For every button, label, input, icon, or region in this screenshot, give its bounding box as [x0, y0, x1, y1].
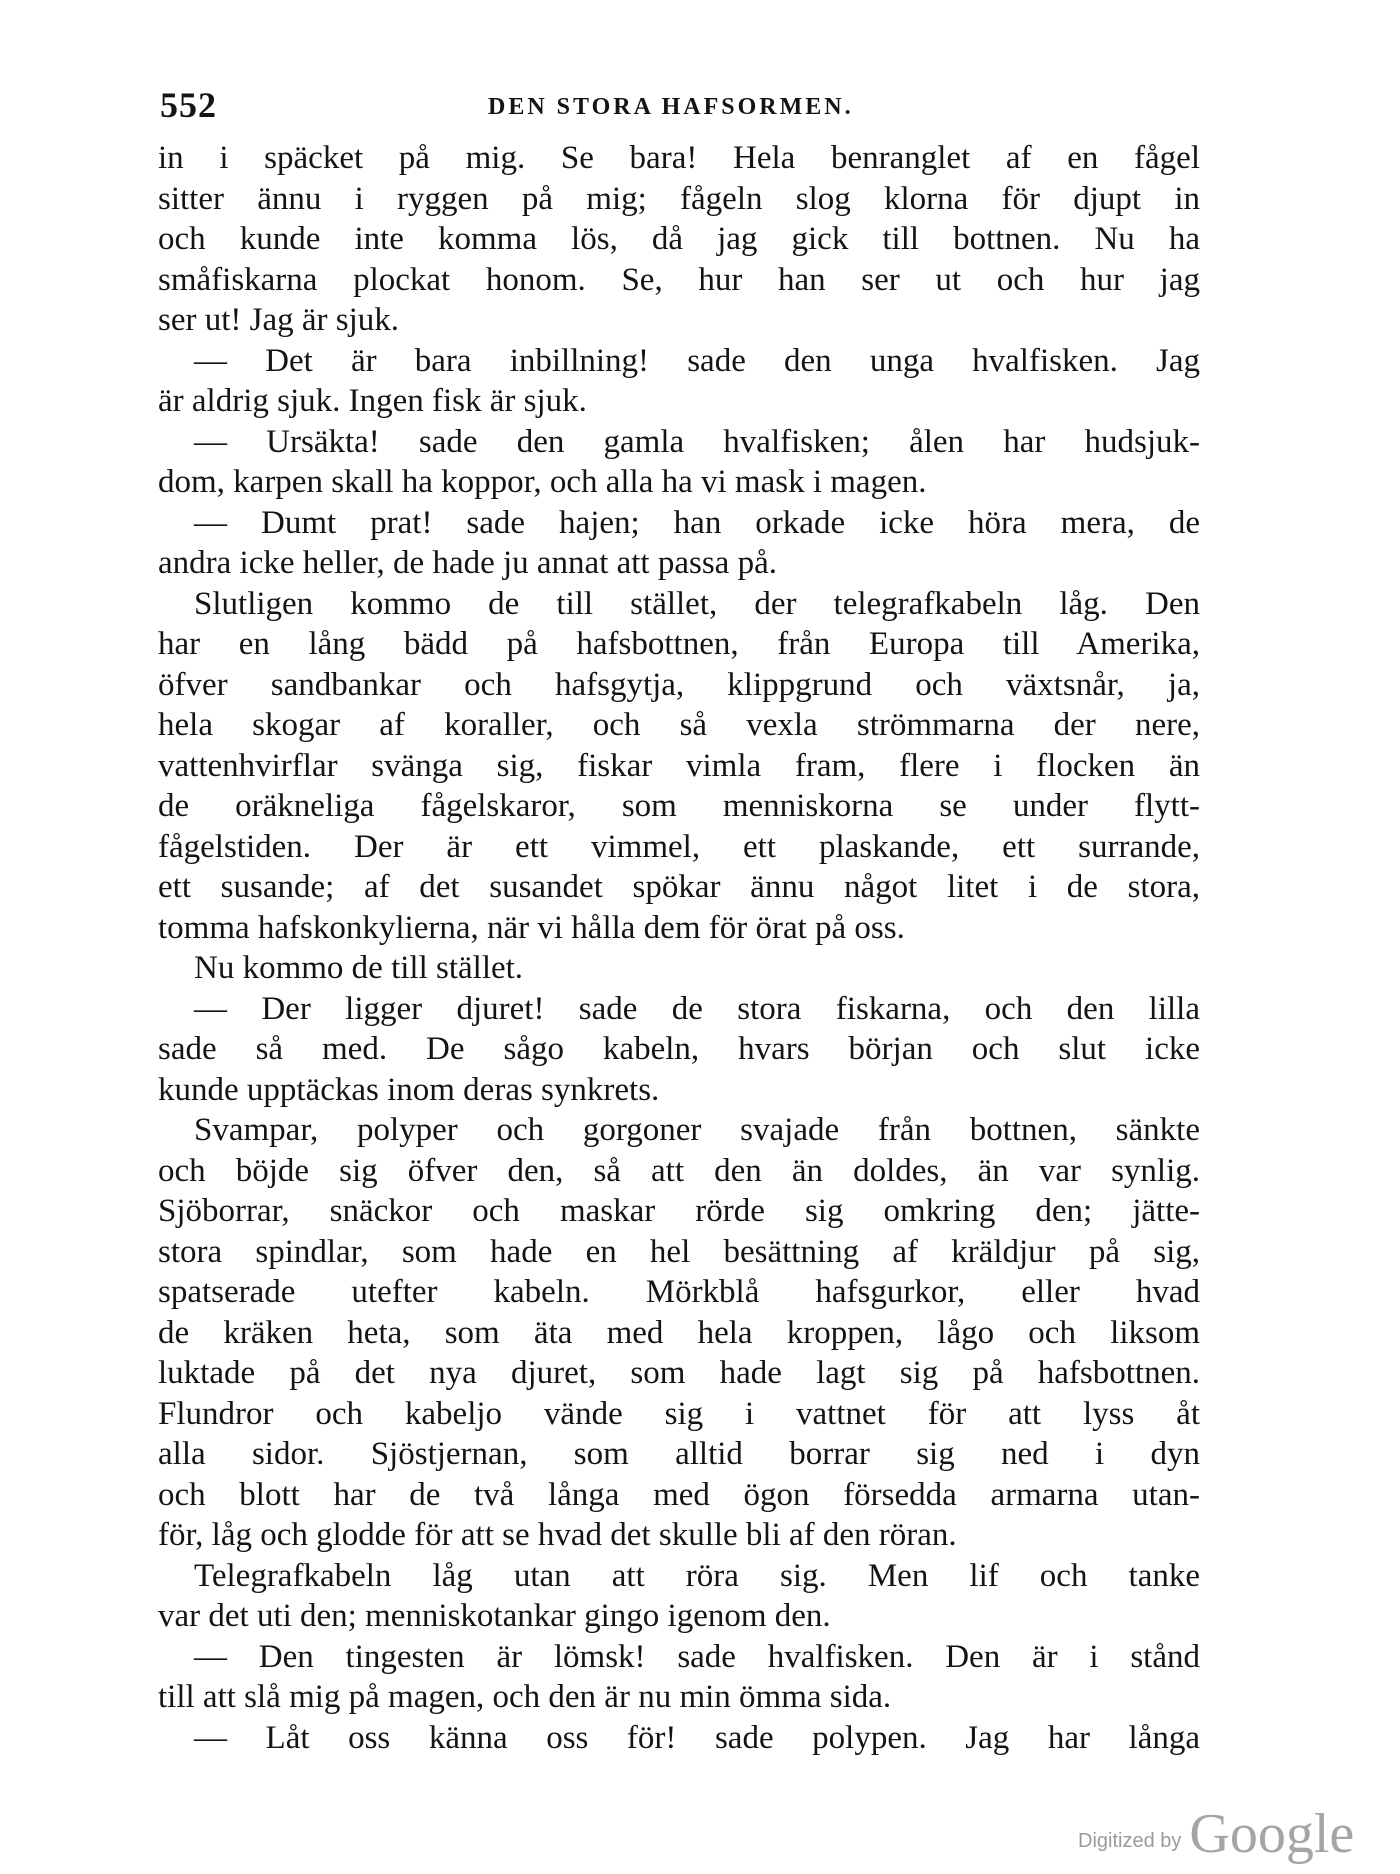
text-line: stora spindlar, som hade en hel besättning af kräldjur på sig, [158, 1233, 1200, 1270]
text-line: öfver sandbankar och hafsgytja, klippgrund och växtsnår, ja, [158, 666, 1200, 703]
text-line: spatserade utefter kabeln. Mörkblå hafsgurkor, eller hvad [158, 1274, 1200, 1310]
text-line: och kunde inte komma lös, då jag gick till bottnen. Nu ha [158, 221, 1200, 257]
text-line: andra icke heller, de hade ju annat att passa på. [158, 545, 777, 581]
text-line: Telegrafkabeln låg utan att röra sig. Men lif och tanke [194, 1557, 1200, 1594]
text-line: fågelstiden. Der är ett vimmel, ett plaskande, ett surrande, [158, 828, 1200, 865]
text-line: in i späcket på mig. Se bara! Hela benranglet af en fågel [158, 140, 1200, 176]
text-line: dom, karpen skall ha koppor, och alla ha vi mask i magen. [158, 464, 927, 500]
text-line: och böjde sig öfver den, så att den än doldes, än var synlig. [158, 1152, 1200, 1189]
text-line: kunde upptäckas inom deras synkrets. [158, 1071, 660, 1108]
text-line: — Der ligger djuret! sade de stora fiskarna, och den lilla [194, 990, 1200, 1027]
text-line: för, låg och glodde för att se hvad det skulle bli af den röran. [158, 1517, 957, 1553]
text-line: är aldrig sjuk. Ingen fisk är sjuk. [158, 383, 587, 419]
text-line: Sjöborrar, snäckor och maskar rörde sig omkring den; jätte- [158, 1193, 1200, 1229]
page-number: 552 [160, 85, 217, 125]
text-line: Flundror och kabeljo vände sig i vattnet för att lyss åt [158, 1395, 1200, 1432]
google-logo: Google [1189, 1803, 1355, 1865]
text-line: vattenhvirflar svänga sig, fiskar vimla fram, flere i flocken än [158, 747, 1200, 784]
text-line: ser ut! Jag är sjuk. [158, 302, 400, 338]
text-line: de oräkneliga fågelskaror, som menniskorna se under flytt- [158, 788, 1200, 824]
text-line: — Ursäkta! sade den gamla hvalfisken; ålen har hudsjuk- [194, 423, 1200, 460]
text-line: till att slå mig på magen, och den är nu min ömma sida. [158, 1679, 892, 1715]
watermark-label: Digitized by [1078, 1830, 1182, 1852]
text-line: alla sidor. Sjöstjernan, som alltid borrar sig ned i dyn [158, 1436, 1200, 1472]
text-line: luktade på det nya djuret, som hade lagt sig på hafsbottnen. [158, 1355, 1200, 1391]
text-line: — Det är bara inbillning! sade den unga hvalfisken. Jag [194, 342, 1200, 379]
text-line: de kräken heta, som äta med hela kroppen, lågo och liksom [158, 1314, 1200, 1351]
body-text [158, 138, 1200, 1758]
text-line: småfiskarna plockat honom. Se, hur han ser ut och hur jag [158, 261, 1200, 298]
text-line: — Den tingesten är lömsk! sade hvalfisken. Den är i stånd [194, 1638, 1200, 1675]
page-header [160, 84, 1200, 128]
running-title: DEN STORA HAFSORMEN. [488, 94, 854, 120]
text-line: Slutligen kommo de till stället, der telegrafkabeln låg. Den [194, 585, 1200, 622]
text-line: Nu kommo de till stället. [194, 950, 524, 986]
text-line: ett susande; af det susandet spökar ännu något litet i de stora, [158, 869, 1200, 905]
digitized-watermark [1078, 1803, 1355, 1865]
text-line: sade så med. De sågo kabeln, hvars början och slut icke [158, 1031, 1200, 1067]
text-line: och blott har de två långa med ögon försedda armarna utan- [158, 1476, 1200, 1513]
text-line: har en lång bädd på hafsbottnen, från Europa till Amerika, [158, 626, 1200, 662]
text-line: Svampar, polyper och gorgoner svajade från bottnen, sänkte [194, 1112, 1200, 1148]
text-line: tomma hafskonkylierna, när vi hålla dem för örat på oss. [158, 909, 905, 946]
text-line: var det uti den; menniskotankar gingo igenom den. [158, 1598, 831, 1634]
text-line: — Dumt prat! sade hajen; han orkade icke höra mera, de [194, 504, 1200, 541]
text-line: — Låt oss känna oss för! sade polypen. Jag har långa [194, 1719, 1200, 1756]
text-line: sitter ännu i ryggen på mig; fågeln slog klorna för djupt in [158, 180, 1200, 217]
text-line: hela skogar af koraller, och så vexla strömmarna der nere, [158, 707, 1200, 743]
